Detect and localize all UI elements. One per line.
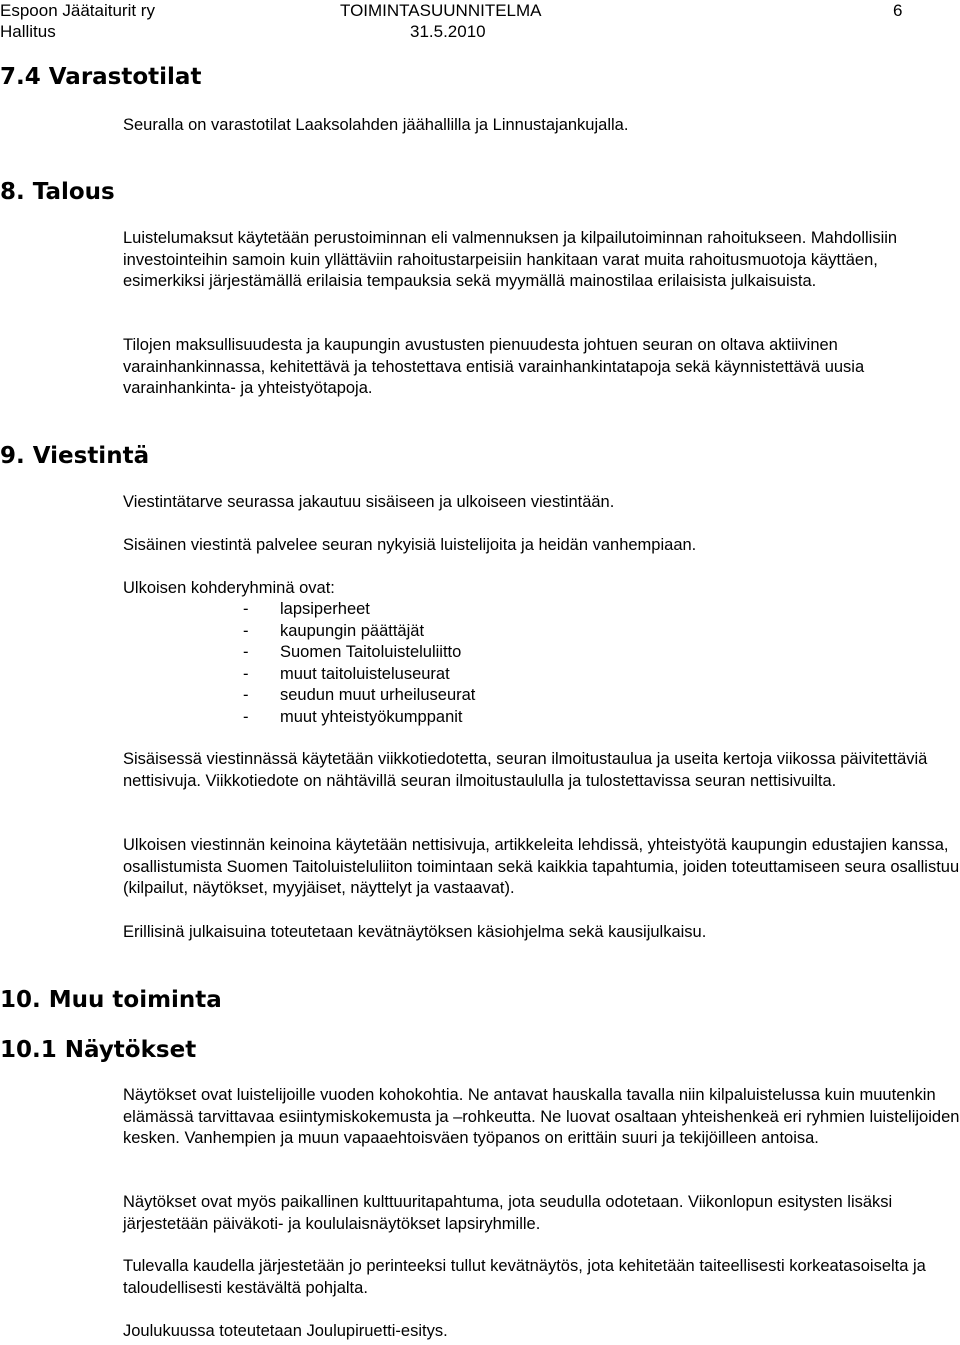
paragraph: Joulukuussa toteutetaan Joulupiruetti-esitys.	[123, 1322, 448, 1340]
paragraph: Näytökset ovat luistelijoille vuoden kohokohtia. Ne antavat hauskalla tavalla niin kilpaluistelussa kuin muutenkin elämässä tarvittavaa esiintymiskokemusta ja –rohkeutta. Ne luovat osaltaan yhteishenkeä eri ryhmien luistelijoiden kesken. Vanhempien ja muun vapaaehtoisväen työpanos on erittäin suuri ja tekijöilleen antoisa.	[123, 1086, 960, 1147]
paragraph: Viestintätarve seurassa jakautuu sisäiseen ja ulkoiseen viestintään.	[123, 493, 615, 511]
organization-unit: Hallitus	[0, 22, 56, 41]
paragraph: Sisäinen viestintä palvelee seuran nykyisiä luistelijoita ja heidän vanhempiaan.	[123, 536, 697, 554]
heading-10-1-naytokset: 10.1 Näytökset	[0, 1037, 197, 1063]
paragraph: Erillisinä julkaisuina toteutetaan kevätnäytöksen käsiohjelma sekä kausijulkaisu.	[123, 923, 707, 941]
heading-7-4-varastotilat: 7.4 Varastotilat	[0, 64, 202, 90]
page-number: 6	[893, 1, 903, 20]
paragraph: Luistelumaksut käytetään perustoiminnan eli valmennuksen ja kilpailutoiminnan rahoitukseen. Mahdollisiin investointeihin samoin kuin yllättäviin rahoitustarpeisiin hankitaan varat muita rahoitusmuotoja käyttäen, esimerkiksi järjestämällä erilaisia tempauksia sekä myymällä mainostilaa erilaisista julkaisuista.	[123, 229, 898, 290]
page-header	[0, 0, 960, 44]
paragraph: Seuralla on varastotilat Laaksolahden jäähallilla ja Linnustajankujalla.	[123, 116, 629, 134]
paragraph: Ulkoisen viestinnän keinoina käytetään nettisivuja, artikkeleita lehdissä, yhteistyötä kaupungin edustajien kanssa, osallistumista Suomen Taitoluisteluliiton toimintaan sekä kaikkia tapahtumia, joiden toteuttamiseen seura osallistuu (kilpailut, näytökset, myyjäiset, näyttelyt ja vastaavat).	[123, 836, 960, 897]
paragraph: Näytökset ovat myös paikallinen kulttuuritapahtuma, jota seudulla odotetaan. Viikonlopun esitysten lisäksi järjestetään päiväkoti- ja koululaisnäytökset lapsiryhmille.	[123, 1193, 893, 1233]
heading-8-talous: 8. Talous	[0, 179, 115, 205]
document-title: TOIMINTASUUNNITELMA	[340, 1, 542, 20]
paragraph: Ulkoisen kohderyhminä ovat:	[123, 579, 335, 597]
paragraph: Sisäisessä viestinnässä käytetään viikkotiedotetta, seuran ilmoitustaulua ja useita kertoja viikossa päivitettäviä nettisivuja. Viikkotiedote on nähtävillä seuran ilmoitustaululla ja tulostettavissa seuran nettisivuilta.	[123, 750, 928, 790]
paragraph: Tilojen maksullisuudesta ja kaupungin avustusten pienuudesta johtuen seuran on oltava aktiivinen varainhankinnassa, kehitettävä ja tehostettava entisiä varainhankintatapoja sekä käynnistettävä uusia varainhankinta- ja yhteistyötapoja.	[123, 336, 865, 397]
organization-name: Espoon Jäätaiturit ry	[0, 1, 155, 20]
paragraph: Tulevalla kaudella järjestetään jo perinteeksi tullut kevätnäytös, jota kehitetään taiteellisesti korkeatasoiselta ja taloudellisesti kestävältä pohjalta.	[123, 1257, 926, 1297]
heading-9-viestinta: 9. Viestintä	[0, 443, 150, 469]
heading-10-muu-toiminta: 10. Muu toiminta	[0, 987, 222, 1013]
document-date: 31.5.2010	[410, 22, 486, 41]
